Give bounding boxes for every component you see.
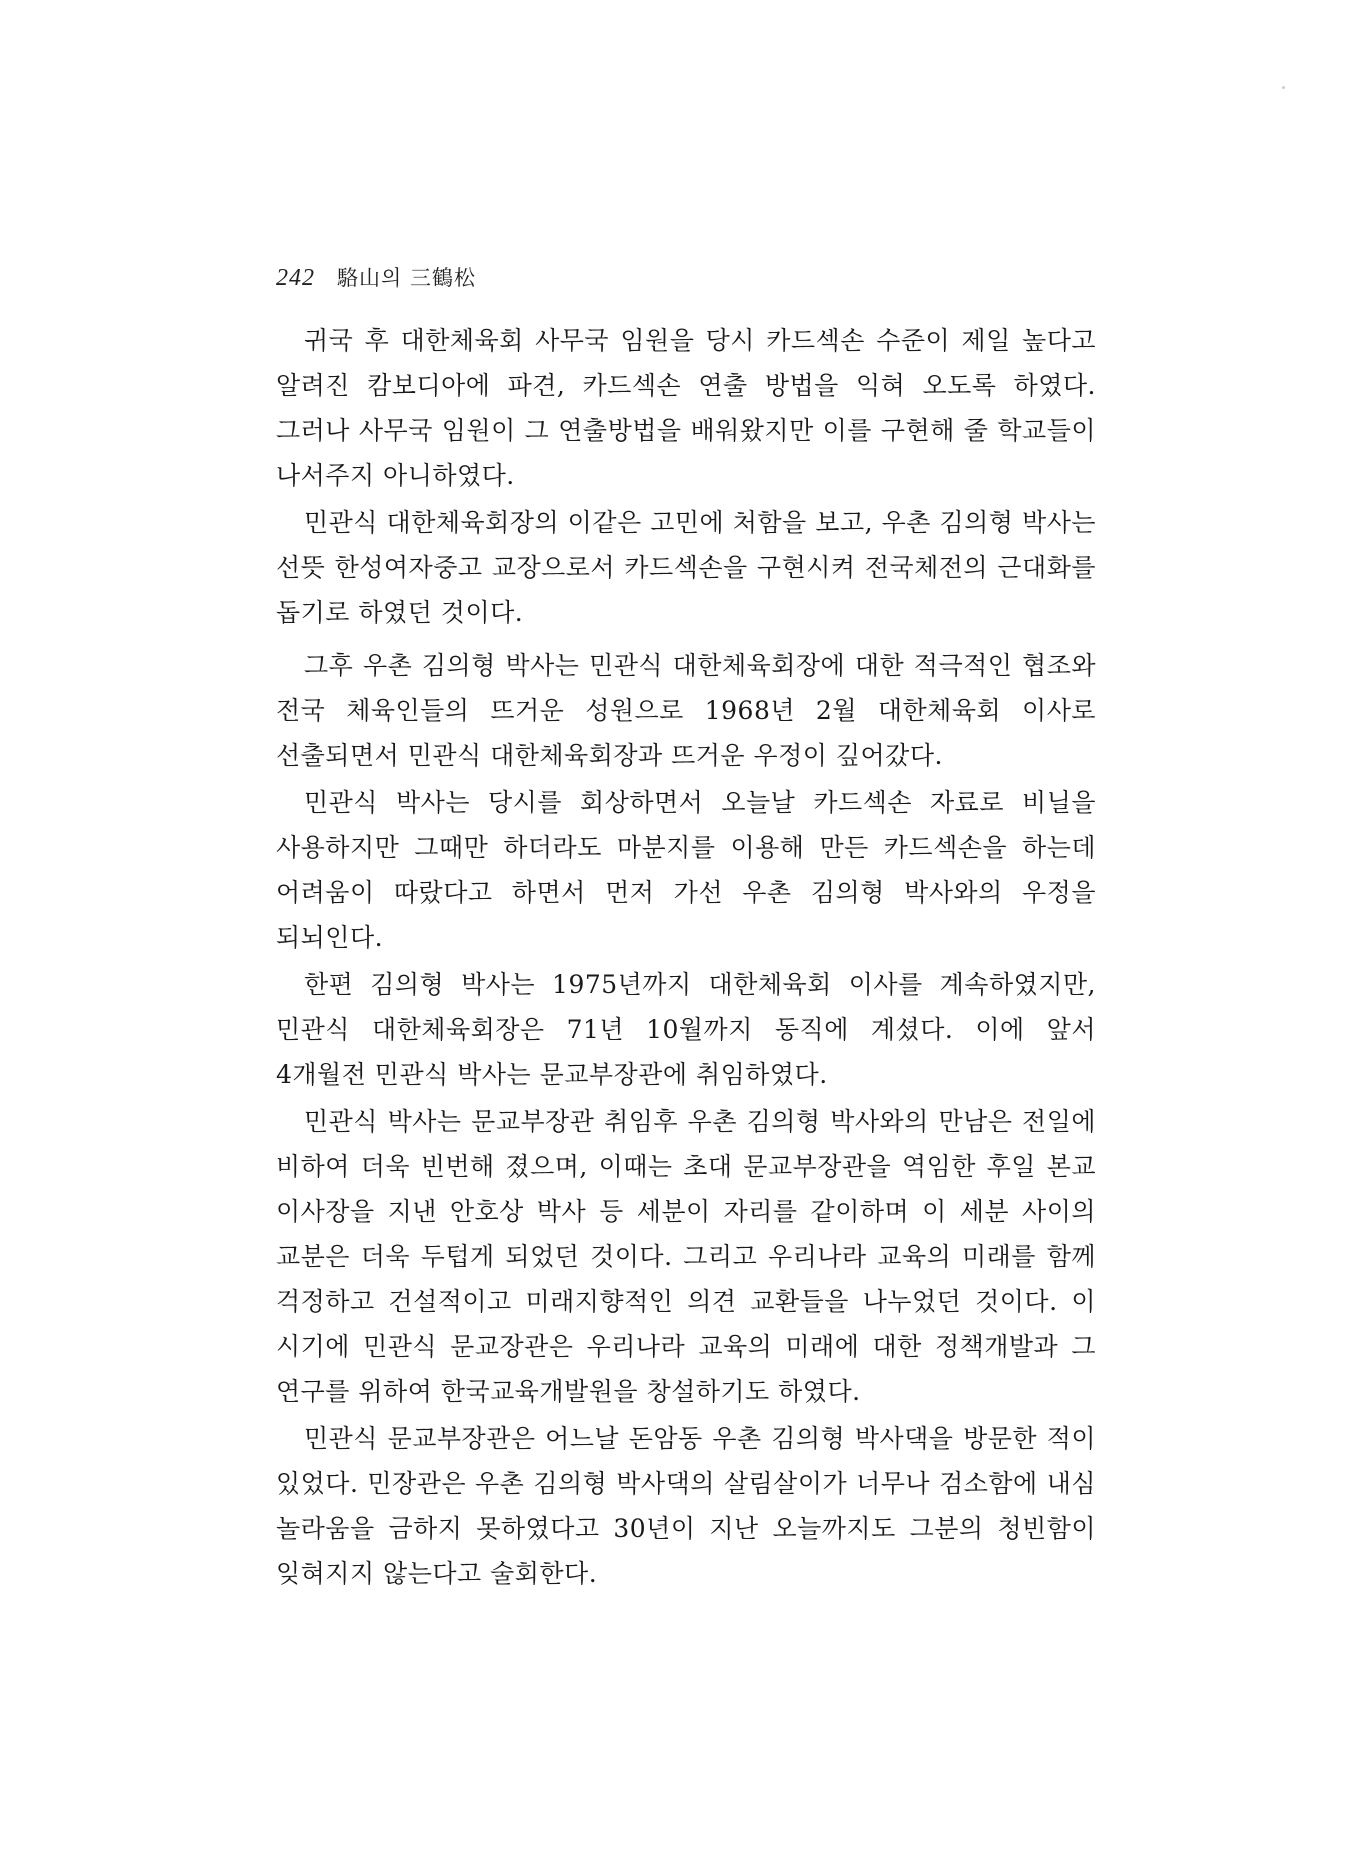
book-title: 駱山의 三鶴松	[337, 266, 476, 290]
paragraph: 민관식 박사는 당시를 회상하면서 오늘날 카드섹손 자료로 비닐을 사용하지만 그때만 하더라도 마분지를 이용해 만든 카드섹손을 하는데 어려움이 따랐다고 하면서 먼저 가선 우촌 김의형 박사와의 우정을 되뇌인다.	[276, 788, 1096, 952]
paragraph: 민관식 대한체육회장의 이같은 고민에 처함을 보고, 우촌 김의형 박사는 선뜻 한성여자중고 교장으로서 카드섹손을 구현시켜 전국체전의 근대화를 돕기로 하였던 것이다.	[276, 508, 1096, 627]
paragraph: 그후 우촌 김의형 박사는 민관식 대한체육회장에 대한 적극적인 협조와 전국 체육인들의 뜨거운 성원으로 1968년 2월 대한체육회 이사로 선출되면서 민관식 대한체육회장과 뜨거운 우정이 깊어갔다.	[276, 651, 1096, 770]
paragraph: 민관식 박사는 문교부장관 취임후 우촌 김의형 박사와의 만남은 전일에 비하여 더욱 빈번해 졌으며, 이때는 초대 문교부장관을 역임한 후일 본교 이사장을 지낸 안호상 박사 등 세분이 자리를 같이하며 이 세분 사이의 교분은 더욱 두텁게 되었던 것이다. 그리고 우리나라 교육의 미래를 함께 걱정하고 건설적이고 미래지향적인 의견 교환들을 나누었던 것이다. 이 시기에 민관식 문교장관은 우리나라 교육의 미래에 대한 정책개발과 그 연구를 위하여 한국교육개발원을 창설하기도 하였다.	[276, 1107, 1096, 1406]
paragraph: 한편 김의형 박사는 1975년까지 대한체육회 이사를 계속하였지만, 민관식 대한체육회장은 71년 10월까지 동직에 계셨다. 이에 앞서 4개월전 민관식 박사는 문교부장관에 취임하였다.	[276, 970, 1096, 1089]
page-number: 242	[276, 265, 315, 291]
paragraph: 귀국 후 대한체육회 사무국 임원을 당시 카드섹손 수준이 제일 높다고 알려진 캄보디아에 파견, 카드섹손 연출 방법을 익혀 오도록 하였다. 그러나 사무국 임원이 그 연출방법을 배워왔지만 이를 구현해 줄 학교들이 나서주지 아니하였다.	[276, 326, 1096, 490]
scan-speck	[1282, 86, 1285, 89]
paragraph: 민관식 문교부장관은 어느날 돈암동 우촌 김의형 박사댁을 방문한 적이 있었다. 민장관은 우촌 김의형 박사댁의 살림살이가 너무나 검소함에 내심 놀라움을 금하지 못하였다고 30년이 지난 오늘까지도 그분의 청빈함이 잊혀지지 않는다고 술회한다.	[276, 1424, 1096, 1588]
running-header	[276, 262, 476, 292]
body-text	[276, 318, 1096, 1598]
